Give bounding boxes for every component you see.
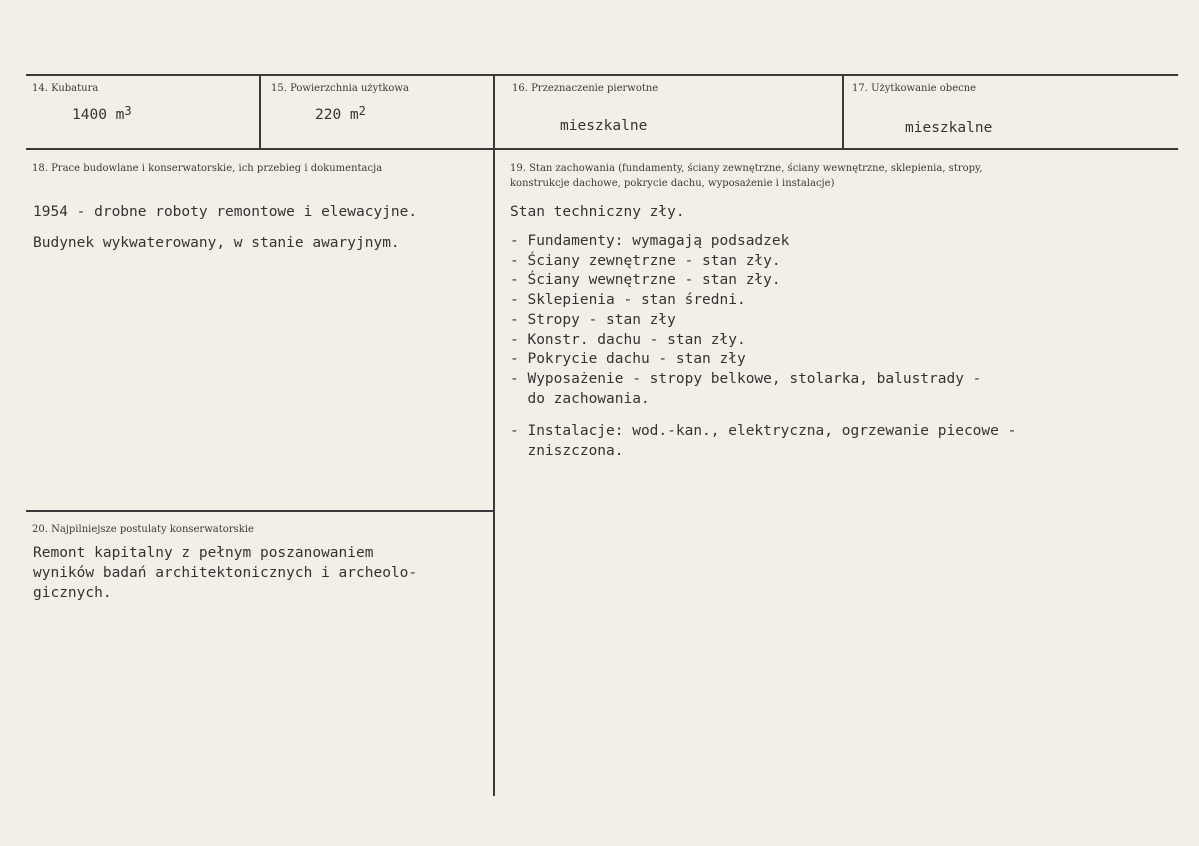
list-item: do zachowania. <box>510 390 650 407</box>
list-item: - Ściany wewnętrzne - stan zły. <box>510 272 781 289</box>
field-20-line-3: gicznych. <box>33 585 112 601</box>
field-20-label: 20. Najpilniejsze postulaty konserwatorskie <box>32 524 254 535</box>
field-14-value: 1400 $m^3$ <box>72 104 132 123</box>
list-item: - Konstr. dachu - stan zły. <box>510 331 746 348</box>
field-19-items-continued <box>510 422 1016 461</box>
header-bottom-rule <box>26 148 1178 150</box>
list-item: - Fundamenty: wymagają podsadzek <box>510 233 790 249</box>
list-item: zniszczona. <box>510 442 624 459</box>
list-item: - Wyposażenie - stropy belkowe, stolarka, balustrady - <box>510 370 982 387</box>
list-item: - Stropy - stan zły <box>510 311 676 328</box>
list-item: - Sklepienia - stan średni. <box>510 292 746 309</box>
divider-16-17 <box>842 76 844 148</box>
field-19-label-line-1: 19. Stan zachowania (fundamenty, ściany zewnętrzne, ściany wewnętrzne, sklepienia, stropy, <box>510 163 983 174</box>
field-15-exponent: 2 <box>358 104 366 118</box>
list-item: - Pokrycie dachu - stan zły <box>510 351 746 368</box>
field-19-items <box>510 232 981 409</box>
field-18-label: 18. Prace budowlane i konserwatorskie, ich przebieg i dokumentacja <box>32 163 383 174</box>
section-18-bottom-rule <box>26 510 493 512</box>
field-18-line-1: 1954 - drobne roboty remontowe i elewacyjne. <box>33 204 418 220</box>
field-19-heading: Stan techniczny zły. <box>510 204 685 220</box>
field-19-label-line-2: konstrukcje dachowe, pokrycie dachu, wyposażenie i instalacje) <box>510 178 835 189</box>
field-18-line-2: Budynek wykwaterowany, w stanie awaryjnym. <box>33 235 400 251</box>
list-item: - Ściany zewnętrzne - stan zły. <box>510 252 781 269</box>
field-17-value: mieszkalne <box>905 120 993 136</box>
field-20-line-2: wyników badań architektonicznych i archeolo- <box>33 565 418 581</box>
field-15-value: 220 $m^2$ <box>315 104 366 123</box>
list-item: - Instalacje: wod.-kan., elektryczna, ogrzewanie piecowe - <box>510 423 1017 439</box>
field-14-exponent: 3 <box>124 104 132 118</box>
field-14-label: 14. Kubatura <box>32 83 99 94</box>
divider-main <box>493 76 495 796</box>
field-17-label: 17. Użytkowanie obecne <box>852 83 977 94</box>
top-rule <box>26 74 1178 76</box>
field-15-label: 15. Powierzchnia użytkowa <box>271 83 409 94</box>
field-16-label: 16. Przeznaczenie pierwotne <box>512 83 659 94</box>
field-20-line-1: Remont kapitalny z pełnym poszanowaniem <box>33 545 374 561</box>
field-16-value: mieszkalne <box>560 118 648 134</box>
divider-14-15 <box>259 76 261 148</box>
